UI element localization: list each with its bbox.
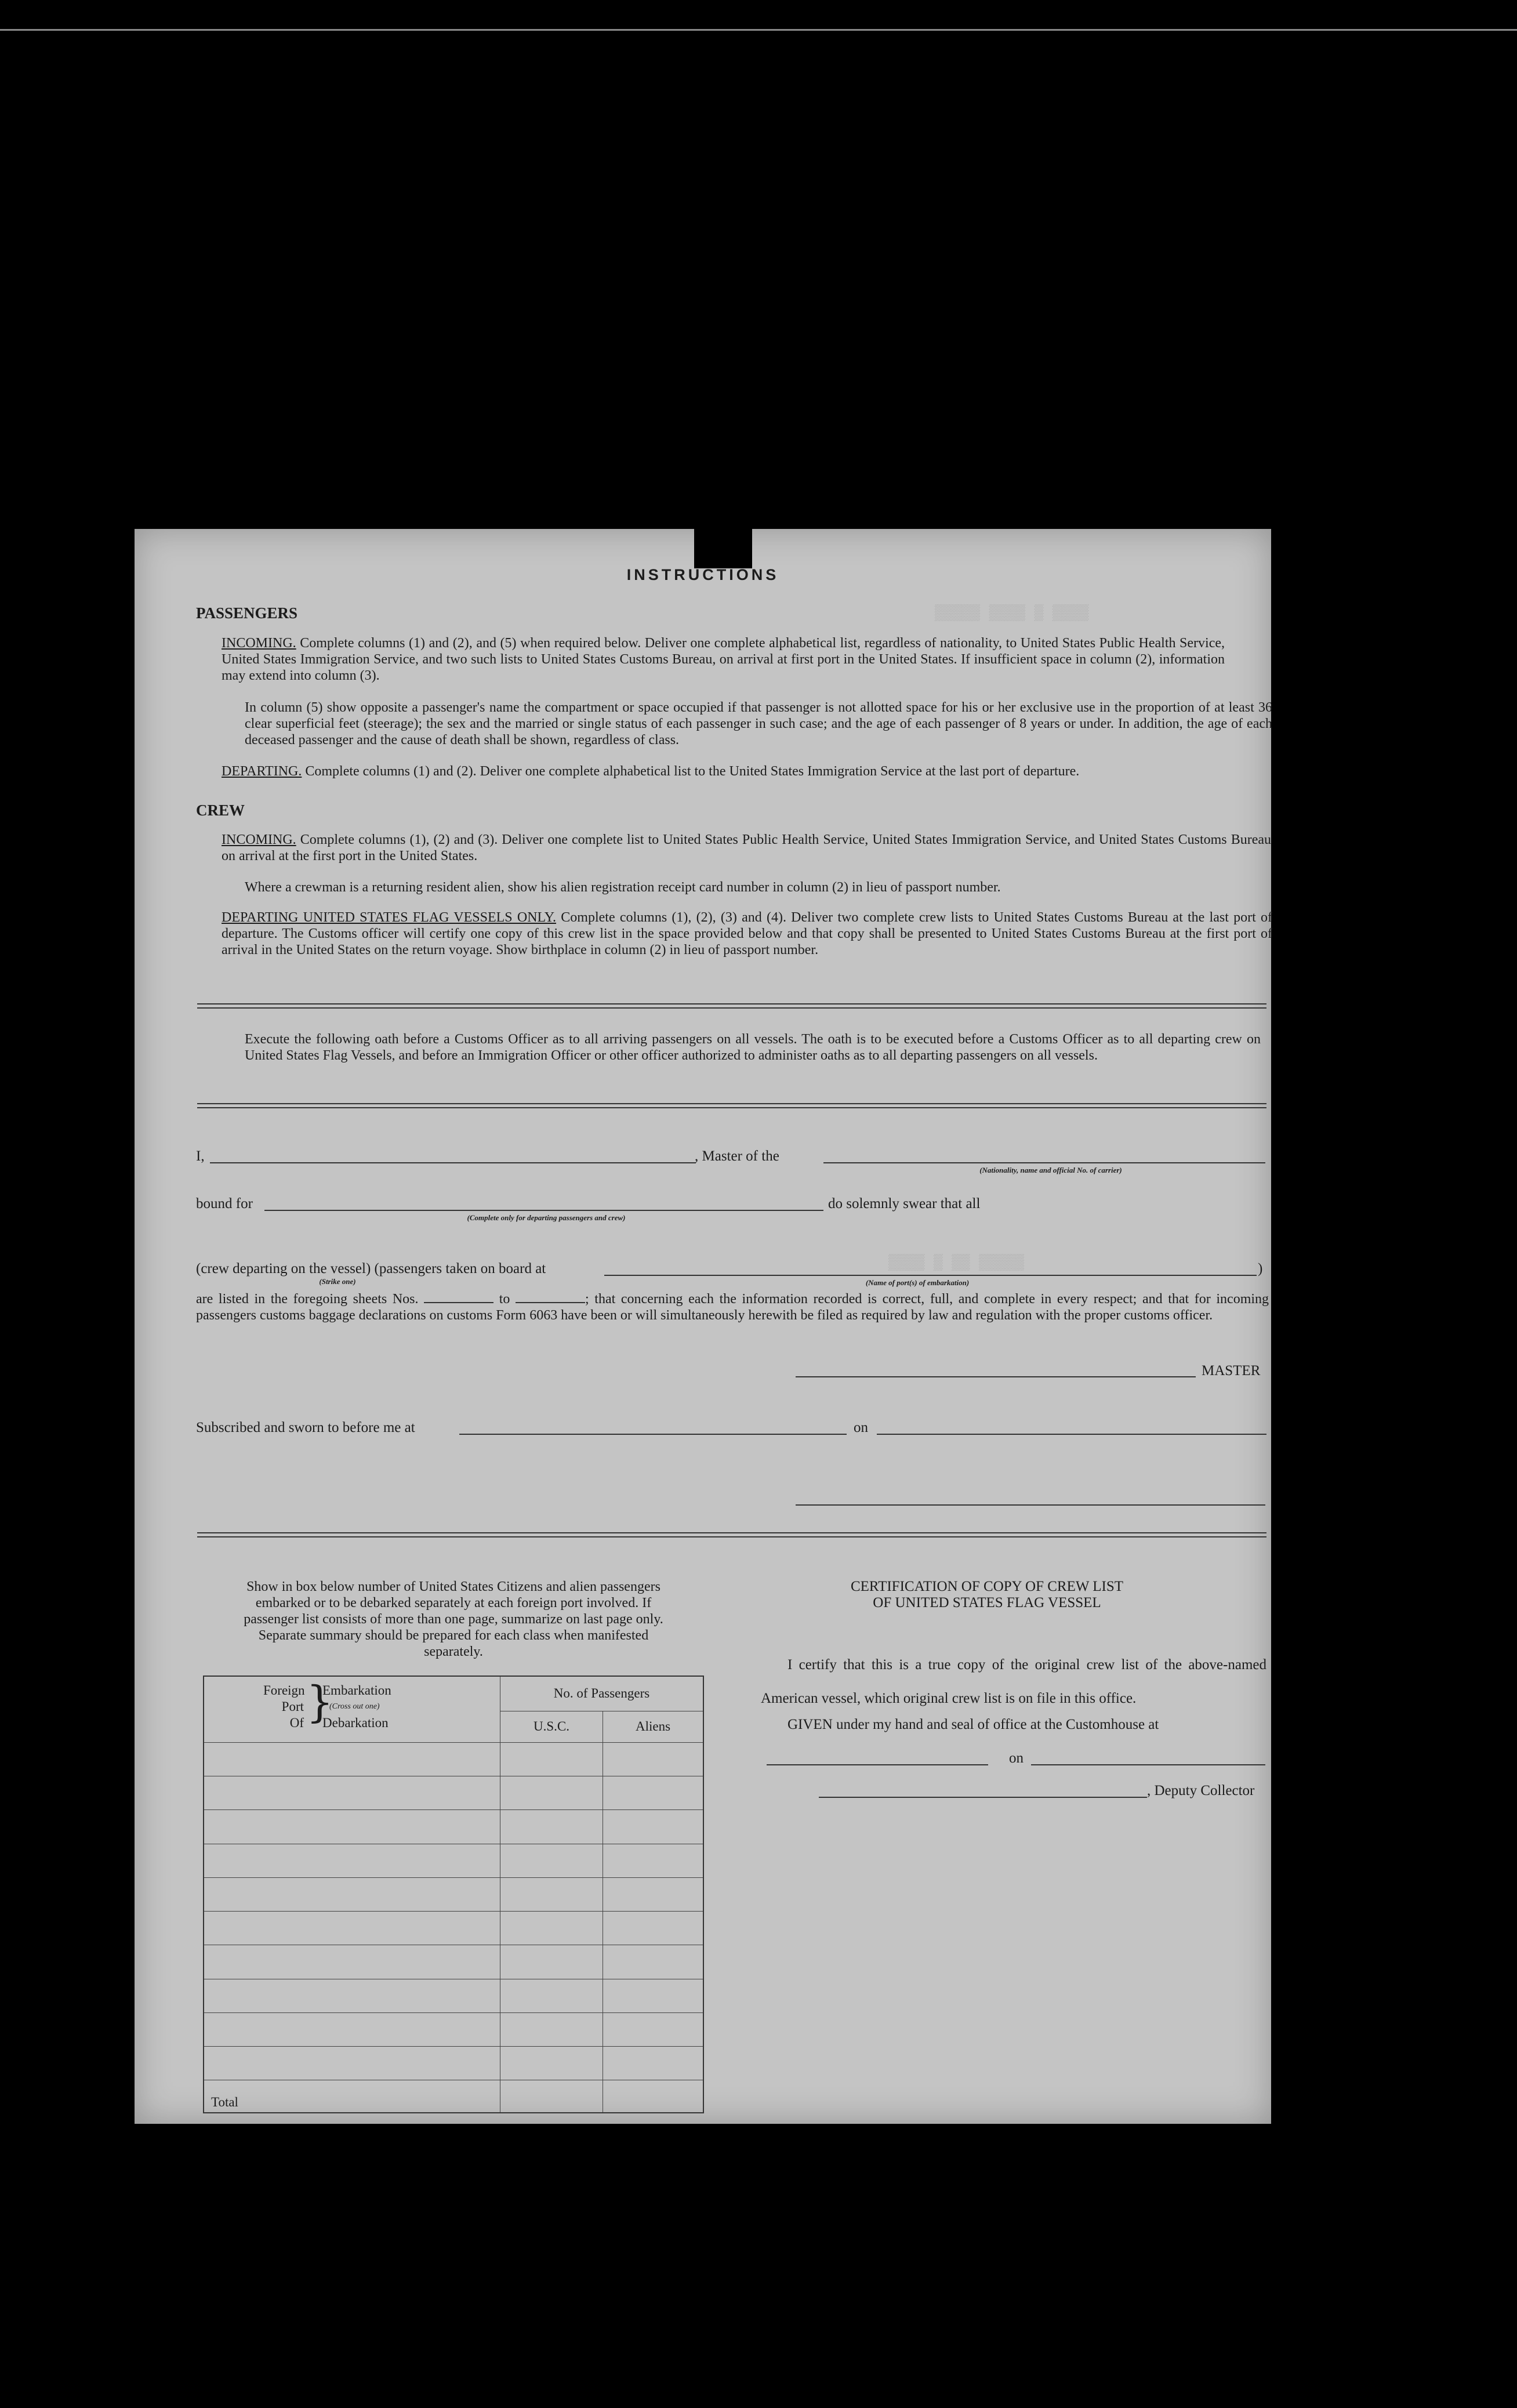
passengers-departing-paragraph: [222, 763, 1271, 779]
master-name-field[interactable]: [210, 1162, 696, 1163]
bleed-through-text: ▒▒▒▒▒ ▒▒▒▒ ▒ ▒▒▒▒: [935, 604, 1089, 622]
port-cell[interactable]: [204, 1810, 500, 1844]
port-cell[interactable]: [204, 1912, 500, 1945]
section-divider: [197, 1103, 1266, 1108]
passengers-incoming-text: Complete columns (1) and (2), and (5) when required below. Deliver one complete alphabetical list, regardless of nationality, to United States Public Health Service, United States Immigration Service, and two such lists to United States Customs Bureau, on arrival at first port in the United States. If insufficient space in column (2), information may extend into column (3).: [222, 636, 1225, 683]
total-usc-cell[interactable]: [500, 2080, 603, 2113]
usc-cell[interactable]: [500, 1742, 603, 1776]
master-of-label: , Master of the: [695, 1148, 779, 1164]
sworn-date-field[interactable]: [877, 1434, 1266, 1435]
crew-incoming-label: INCOMING.: [222, 832, 296, 847]
usc-cell[interactable]: [500, 1877, 603, 1911]
crew-departing-paragraph: [222, 909, 1272, 958]
aliens-cell[interactable]: [603, 2012, 704, 2046]
aliens-cell[interactable]: [603, 1912, 704, 1945]
oath-i-label: I,: [196, 1148, 205, 1164]
embarkation-port-field[interactable]: [604, 1275, 1257, 1276]
usc-cell[interactable]: [500, 1979, 603, 2012]
usc-cell[interactable]: [500, 2047, 603, 2080]
brace-icon: }: [306, 1677, 334, 1727]
page-tab-notch: [694, 527, 752, 568]
aliens-header: Aliens: [603, 1711, 704, 1742]
port-cell[interactable]: [204, 1979, 500, 2012]
port-cell[interactable]: [204, 1945, 500, 1979]
sheet-from-field[interactable]: [424, 1292, 493, 1303]
summary-intro: Show in box below number of United States Citizens and alien passengers embarked or to be debarked separately at each foreign port involved. If passenger list consists of more than one page, summarize on last page only. Separate summary should be prepared for each class when manifested separately.: [244, 1579, 663, 1659]
given-text: GIVEN under my hand and seal of office at the Customhouse at: [787, 1717, 1159, 1732]
port-cell[interactable]: [204, 1877, 500, 1911]
of-label: Of: [289, 1716, 304, 1730]
deputy-label: , Deputy Collector: [1147, 1783, 1255, 1798]
port-cell[interactable]: [204, 2047, 500, 2080]
aliens-cell[interactable]: [603, 1844, 704, 1877]
document-title: INSTRUCTIONS: [626, 566, 779, 583]
listed-paragraph: [196, 1291, 1269, 1323]
usc-cell[interactable]: [500, 1945, 603, 1979]
usc-cell[interactable]: [500, 1810, 603, 1844]
section-divider: [197, 1532, 1266, 1537]
oath-intro-paragraph: Execute the following oath before a Customs Officer as to all arriving passengers on all vessels. The oath is to be executed before a Customs Officer as to all departing crew on United States Flag Vessels, and before an Immigration Officer or other officer authorized to administer oaths as to all departing passengers on all vessels.: [245, 1032, 1261, 1063]
bound-for-field[interactable]: [264, 1210, 823, 1211]
aliens-cell[interactable]: [603, 2047, 704, 2080]
listed-prefix: are listed in the foregoing sheets Nos.: [196, 1292, 419, 1307]
aliens-cell[interactable]: [603, 1810, 704, 1844]
swear-label: do solemnly swear that all: [828, 1196, 981, 1212]
aliens-cell[interactable]: [603, 1742, 704, 1776]
port-cell[interactable]: [204, 1844, 500, 1877]
debarkation-label: Debarkation: [322, 1716, 389, 1730]
crew-departing-label: DEPARTING UNITED STATES FLAG VESSELS ONLY.: [222, 910, 557, 925]
officer-signature-field[interactable]: [796, 1504, 1265, 1506]
bound-for-label: bound for: [196, 1196, 253, 1212]
passengers-departing-label: DEPARTING.: [222, 764, 302, 779]
crew-departing-text: Complete columns (1), (2), (3) and (4). Deliver two complete crew lists to United States Customs Bureau at the last port of departure. The Customs officer will certify one copy of this crew list in the space provided below and that copy shall be presented to United States Customs Bureau at the first port of arrival in the United States on the return voyage. Show birthplace in column (2) in lieu of passport number.: [222, 910, 1273, 958]
subscribed-label: Subscribed and sworn to before me at: [196, 1420, 415, 1435]
sworn-on-label: on: [854, 1420, 868, 1435]
bleed-through-text: ▒▒▒▒ ▒ ▒▒ ▒▒▒▒▒: [888, 1254, 1025, 1271]
crew-option-label: (crew departing on the vessel) (passengers taken on board at: [196, 1261, 546, 1276]
sworn-place-field[interactable]: [459, 1434, 847, 1435]
bound-for-caption: (Complete only for departing passengers and crew): [467, 1213, 626, 1222]
master-signature-field[interactable]: [796, 1376, 1196, 1377]
listed-suffix: ; that concerning each the information recorded is correct, full, and complete in every respect; and that for incoming passengers customs baggage declarations on customs Form 6063 have been or will simultaneously herewith be filed as required by law and regulation with the proper customs officer.: [196, 1292, 1269, 1323]
crew-incoming-paragraph: [222, 832, 1271, 864]
usc-cell[interactable]: [500, 2012, 603, 2046]
section-divider: [197, 1003, 1266, 1009]
port-cell[interactable]: [204, 1776, 500, 1810]
usc-header: U.S.C.: [500, 1711, 603, 1742]
certification-title-line1: CERTIFICATION OF COPY OF CREW LIST: [850, 1579, 1124, 1594]
crew-incoming-text: Complete columns (1), (2) and (3). Deliver one complete list to United States Public Health Service, United States Immigration Service, and United States Customs Bureau on arrival at the first port in the United States.: [222, 832, 1272, 864]
total-aliens-cell[interactable]: [603, 2080, 704, 2113]
carrier-name-field[interactable]: [823, 1162, 1265, 1163]
customhouse-field[interactable]: [767, 1764, 988, 1765]
deputy-signature-field[interactable]: [819, 1797, 1147, 1798]
no-passengers-header: No. of Passengers: [500, 1676, 704, 1711]
foreign-label: Foreign: [263, 1683, 305, 1698]
sheet-to-field[interactable]: [516, 1292, 585, 1303]
close-paren: ): [1258, 1261, 1263, 1276]
certify-text: I certify that this is a true copy of the original crew list of the above-named American vessel, which original crew list is on file in this office.: [761, 1657, 1266, 1706]
crew-resident-paragraph: Where a crewman is a returning resident alien, show his alien registration receipt card number in column (2) in lieu of passport number.: [245, 880, 1001, 895]
passengers-incoming-paragraph: [222, 635, 1225, 684]
port-header-cell: [204, 1676, 500, 1742]
port-caption: (Name of port(s) of embarkation): [865, 1278, 970, 1287]
aliens-cell[interactable]: [603, 1877, 704, 1911]
passenger-summary-table: [203, 1676, 704, 2113]
embarkation-label: Embarkation: [322, 1683, 391, 1698]
port-cell[interactable]: [204, 2012, 500, 2046]
port-label: Port: [281, 1699, 304, 1714]
passengers-heading: PASSENGERS: [196, 604, 298, 622]
strike-caption: (Strike one): [319, 1277, 356, 1286]
usc-cell[interactable]: [500, 1912, 603, 1945]
carrier-caption: (Nationality, name and official No. of carrier): [979, 1166, 1122, 1174]
passengers-departing-text: Complete columns (1) and (2). Deliver one complete alphabetical list to the United States Immigration Service at the last port of departure.: [305, 764, 1080, 779]
document-page: [135, 529, 1271, 2124]
usc-cell[interactable]: [500, 1844, 603, 1877]
passengers-incoming-label: INCOMING.: [222, 636, 296, 651]
certification-title: [761, 1579, 1213, 1611]
aliens-cell[interactable]: [603, 1776, 704, 1810]
total-label: Total: [204, 2080, 500, 2113]
scan-top-border: [0, 29, 1517, 31]
cert-on-label: on: [1009, 1750, 1024, 1766]
crew-heading: CREW: [196, 802, 245, 819]
cross-out-label: (Cross out one): [329, 1702, 380, 1711]
cert-date-field[interactable]: [1031, 1764, 1265, 1765]
aliens-cell[interactable]: [603, 1945, 704, 1979]
passengers-column5-paragraph: In column (5) show opposite a passenger's name the compartment or space occupied if that passenger is not allotted space for his or her exclusive use in the proportion of at least 36 clear superficial feet (steerage); the sex and the married or single status of each passenger in such case; and the age of each passenger of 8 years or under. In addition, the age of each deceased passenger and the cause of death shall be shown, regardless of class.: [245, 700, 1272, 748]
usc-cell[interactable]: [500, 1776, 603, 1810]
to-label: to: [499, 1292, 510, 1307]
certification-title-line2: OF UNITED STATES FLAG VESSEL: [873, 1595, 1101, 1611]
aliens-cell[interactable]: [603, 1979, 704, 2012]
master-label: MASTER: [1202, 1363, 1261, 1379]
port-cell[interactable]: [204, 1742, 500, 1776]
